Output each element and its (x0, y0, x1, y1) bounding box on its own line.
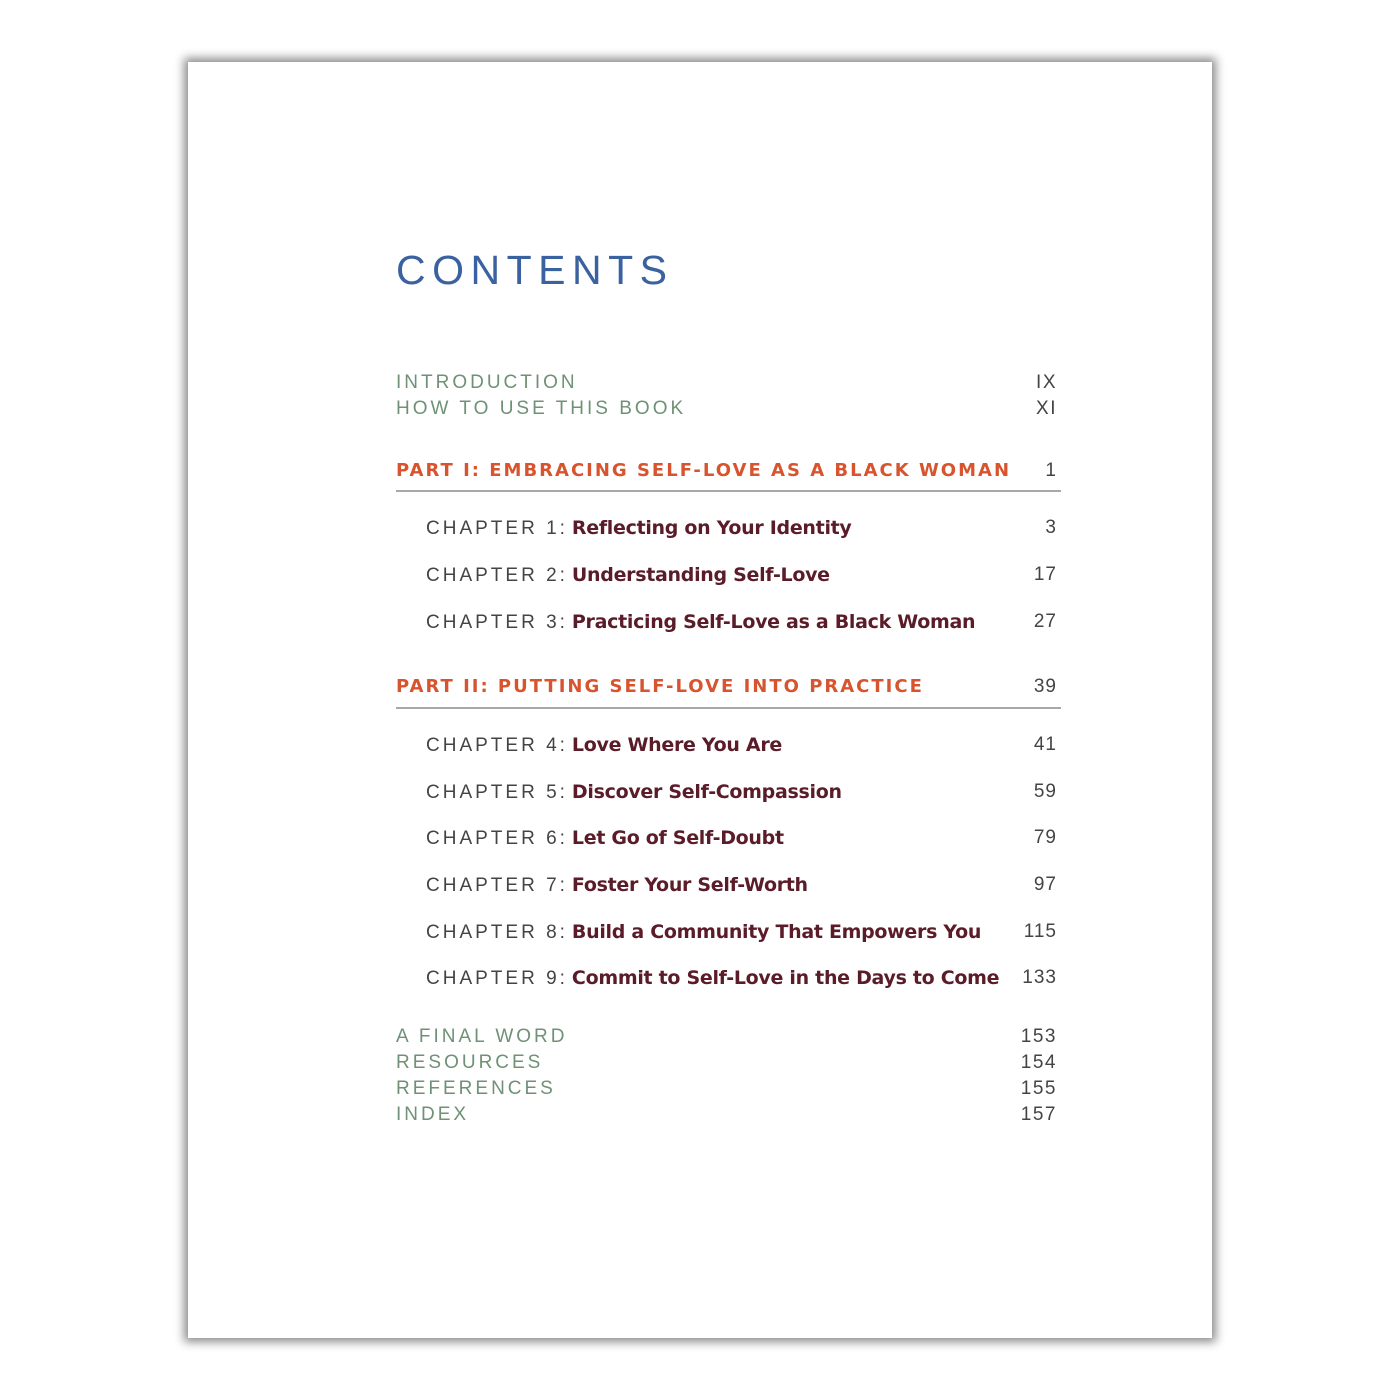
entry-page: 155 (1020, 1078, 1057, 1099)
entry-page: 157 (1020, 1104, 1057, 1125)
chapter-title: Let Go of Self-Doubt (571, 827, 784, 849)
entry-label: INTRODUCTION (396, 372, 578, 393)
chapter-label: CHAPTER 9: (426, 968, 568, 989)
toc-entry-index (396, 1100, 1061, 1130)
chapter-label: CHAPTER 6: (426, 828, 568, 849)
toc-chapter-3 (426, 607, 1061, 637)
chapter-label: CHAPTER 7: (426, 875, 568, 896)
chapter-page: 17 (1033, 564, 1057, 585)
chapter-page: 133 (1022, 967, 1057, 988)
toc-chapter-6 (426, 823, 1061, 853)
chapter-page: 59 (1033, 781, 1057, 802)
toc-chapter-1 (426, 513, 1061, 543)
chapter-label: CHAPTER 4: (426, 735, 568, 756)
chapter-title: Discover Self-Compassion (571, 781, 842, 803)
part-2-divider (396, 707, 1061, 709)
part-page: 39 (1033, 676, 1057, 697)
entry-label: REFERENCES (396, 1078, 556, 1099)
toc-part-1 (396, 456, 1061, 486)
entry-page: 153 (1020, 1026, 1057, 1047)
toc-part-2 (396, 672, 1061, 702)
part-1-divider (396, 490, 1061, 492)
page-title: CONTENTS (396, 247, 674, 293)
chapter-title: Commit to Self-Love in the Days to Come (571, 967, 1000, 989)
toc-chapter-5 (426, 777, 1061, 807)
toc-entry-how-to-use (396, 394, 1061, 424)
chapter-label: CHAPTER 1: (426, 518, 568, 539)
chapter-page: 97 (1033, 874, 1057, 895)
chapter-page: 41 (1033, 734, 1057, 755)
entry-label: A FINAL WORD (396, 1026, 568, 1047)
chapter-page: 115 (1023, 921, 1057, 942)
book-page (188, 62, 1212, 1338)
chapter-title: Foster Your Self-Worth (571, 874, 808, 896)
chapter-title: Love Where You Are (571, 734, 782, 756)
chapter-page: 79 (1033, 827, 1057, 848)
chapter-label: CHAPTER 3: (426, 612, 568, 633)
entry-label: INDEX (396, 1104, 470, 1125)
entry-label: HOW TO USE THIS BOOK (396, 398, 687, 419)
entry-label: RESOURCES (396, 1052, 544, 1073)
chapter-title: Practicing Self-Love as a Black Woman (571, 611, 976, 633)
toc-chapter-9 (426, 963, 1061, 993)
chapter-title: Understanding Self-Love (571, 564, 830, 586)
chapter-label: CHAPTER 2: (426, 565, 568, 586)
entry-page: IX (1036, 372, 1057, 393)
toc-chapter-7 (426, 870, 1061, 900)
chapter-label: CHAPTER 5: (426, 782, 568, 803)
chapter-page: 3 (1045, 517, 1057, 538)
chapter-page: 27 (1033, 611, 1057, 632)
part-title: PART I: EMBRACING SELF-LOVE AS A BLACK WOMAN (396, 460, 1012, 481)
chapter-title: Reflecting on Your Identity (571, 517, 852, 539)
chapter-label: CHAPTER 8: (426, 922, 568, 943)
toc-chapter-8 (426, 917, 1061, 947)
entry-page: XI (1036, 398, 1057, 419)
toc-chapter-4 (426, 730, 1061, 760)
entry-page: 154 (1020, 1052, 1057, 1073)
part-page: 1 (1045, 460, 1057, 481)
chapter-title: Build a Community That Empowers You (571, 921, 982, 943)
toc-chapter-2 (426, 560, 1061, 590)
part-title: PART II: PUTTING SELF-LOVE INTO PRACTICE (396, 676, 924, 697)
